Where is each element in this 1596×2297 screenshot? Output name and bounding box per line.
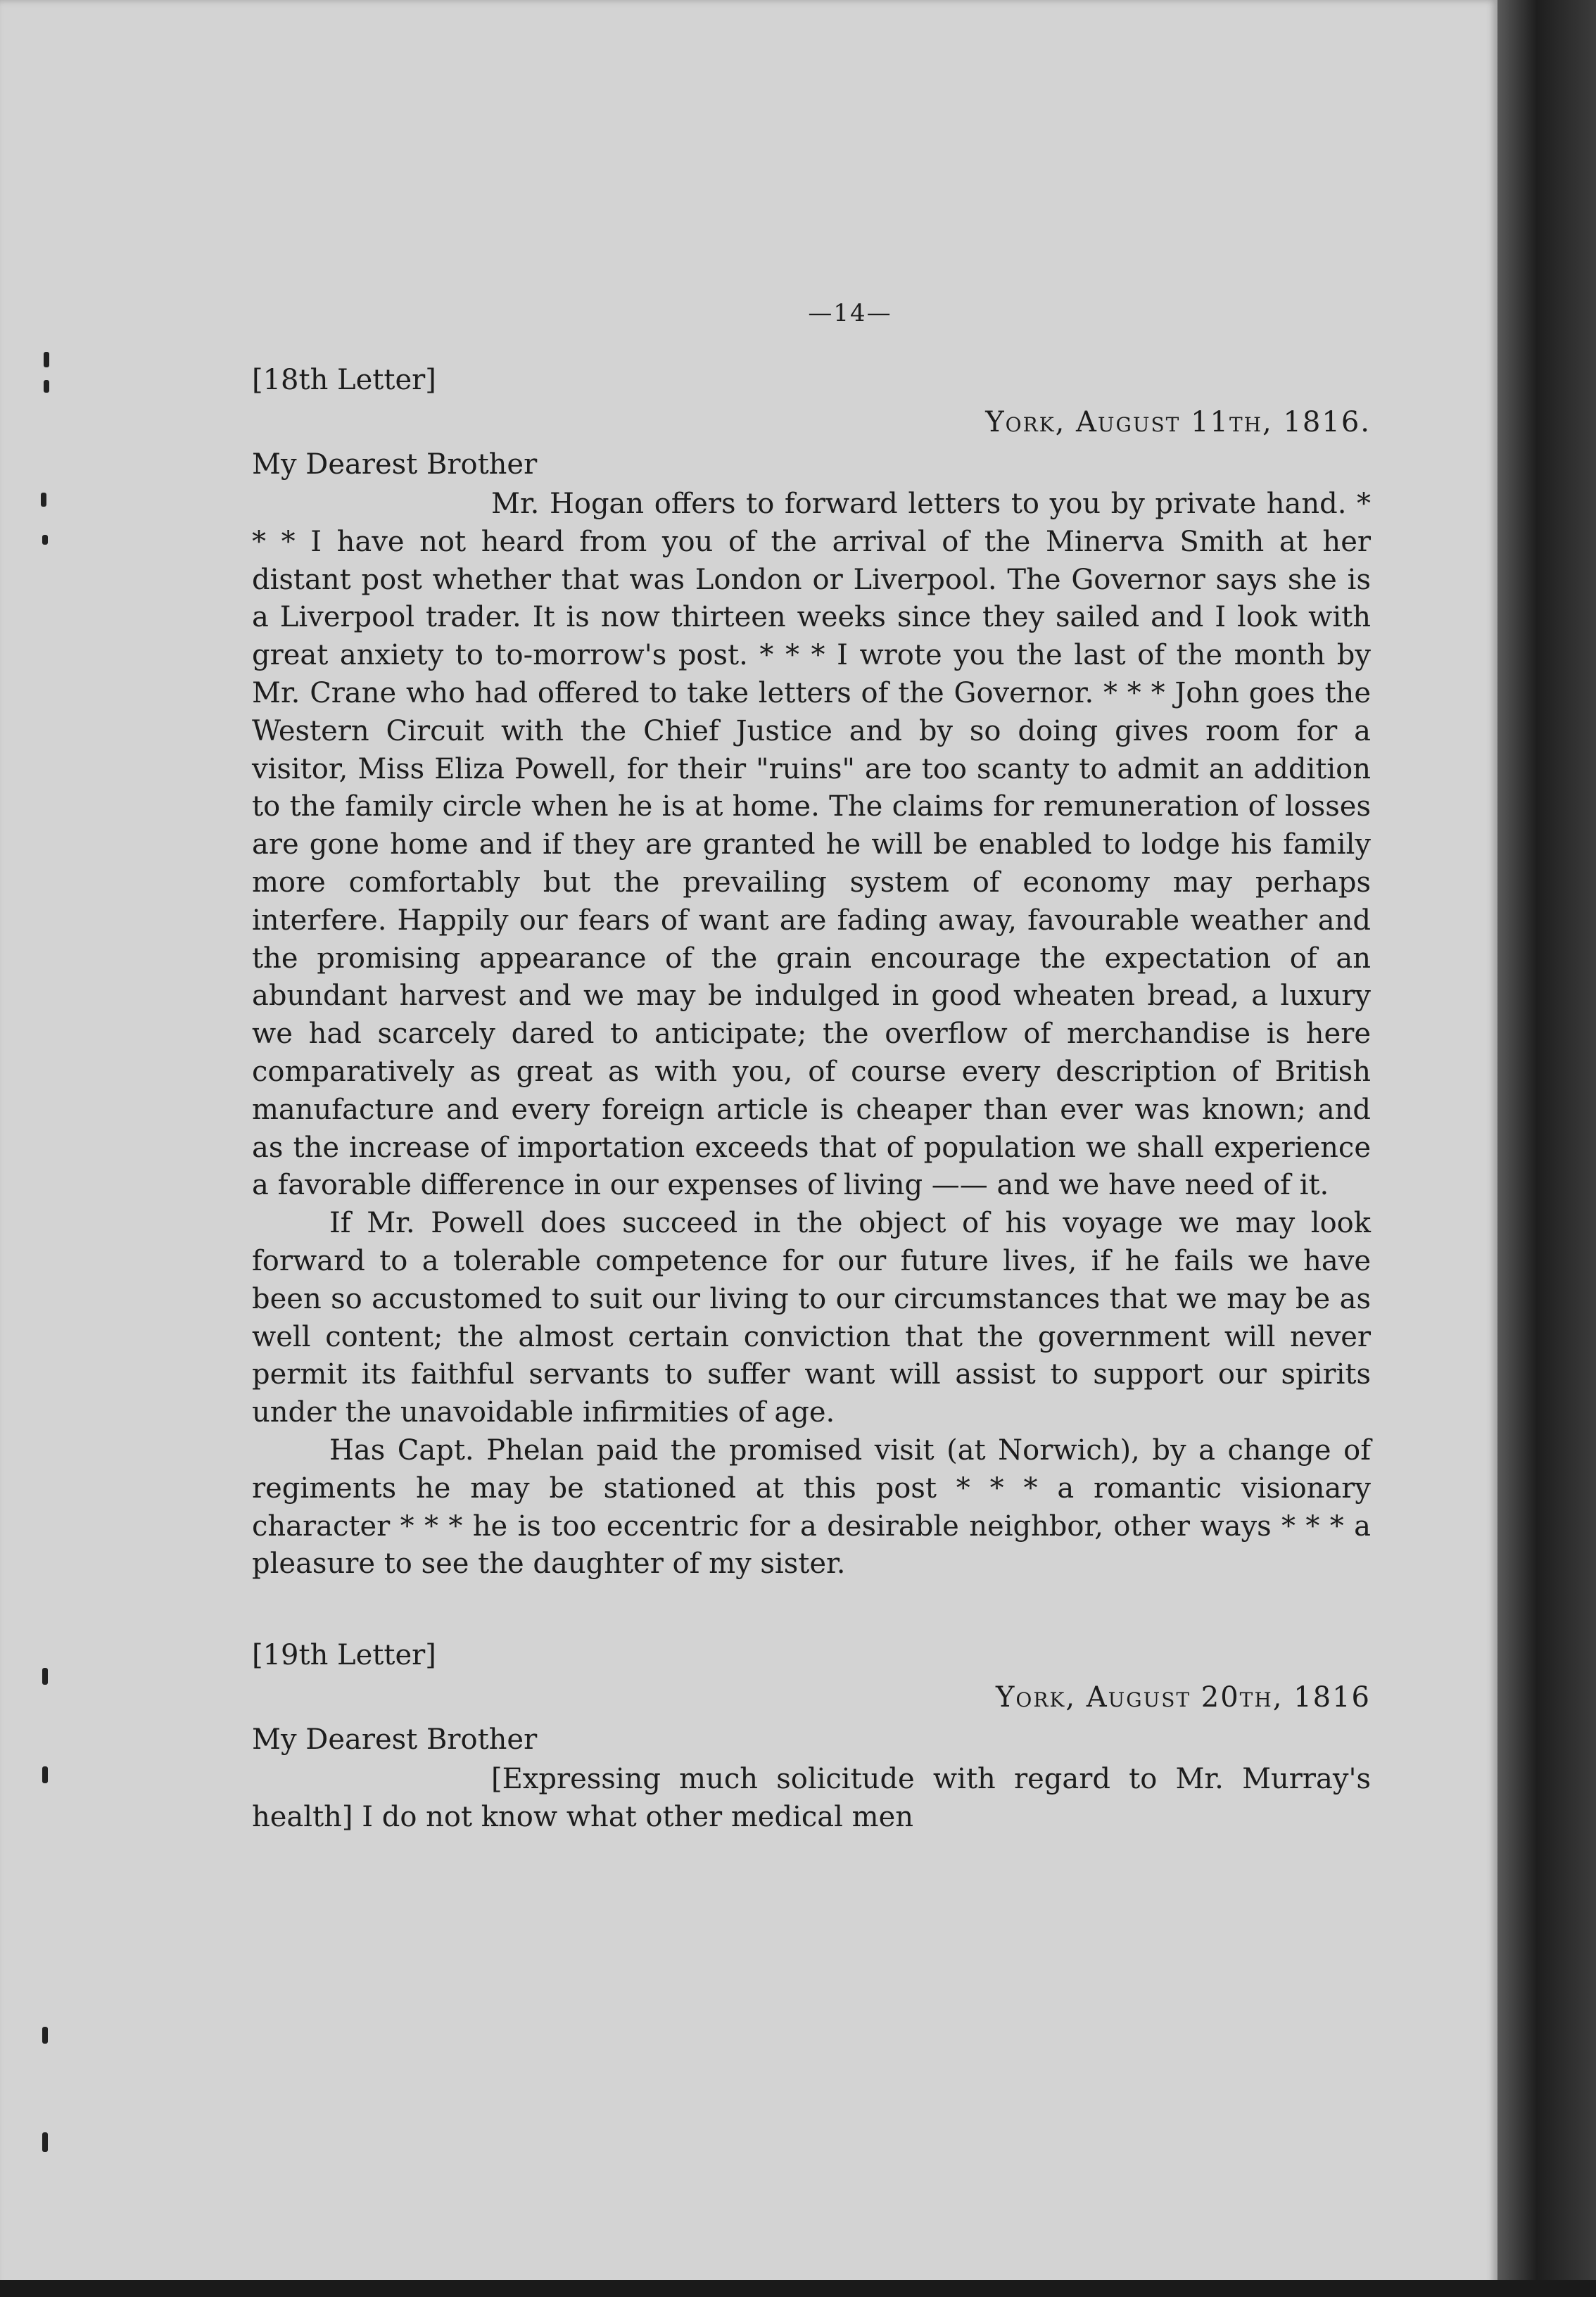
scan-edge (0, 2280, 1596, 2297)
letter-paragraph: [Expressing much solicitude with regard to Mr. Murray's health] I do not know what other medical men (252, 1763, 1371, 1833)
page-number: —14— (808, 299, 892, 327)
letter-salutation: My Dearest Brother (252, 448, 538, 481)
scan-speck (41, 493, 46, 507)
scan-speck (42, 2027, 48, 2044)
scan-speck (44, 380, 49, 393)
letter-paragraph: Has Capt. Phelan paid the promised visit (at Norwich), by a change of regiments he may be stationed at this post * * * a romantic visionary character * * * he is too eccentric for a desirable neighbor, other ways * * * a pleasure to see the daughter of my sister. (252, 1434, 1371, 1581)
scan-speck (42, 535, 48, 545)
scan-speck (44, 352, 49, 367)
letter-paragraph: If Mr. Powell does succeed in the object of his voyage we may look forward to a tolerable competence for our future lives, if he fails we have been so accustomed to suit our living to our circumstances that we may be as well content; the almost certain conviction that the government will never permit its faithful servants to suffer want will assist to support our spirits under the unavoidable infirmities of age. (252, 1207, 1371, 1429)
letter-separator (252, 1583, 1371, 1634)
letter-19 (252, 1634, 1371, 1837)
letter-dateline: York, August 11th, 1816. (985, 406, 1371, 438)
scan-speck (42, 1668, 48, 1685)
page-text (252, 281, 1371, 1837)
scan-speck (42, 1766, 48, 1783)
letter-salutation: My Dearest Brother (252, 1723, 538, 1757)
book-spine (1497, 0, 1596, 2297)
letter-heading: [18th Letter] (252, 364, 436, 396)
scan-speck (42, 2132, 48, 2152)
letter-heading: [19th Letter] (252, 1639, 436, 1672)
letter-dateline: York, August 20th, 1816 (995, 1681, 1371, 1714)
letter-18 (252, 359, 1371, 1583)
letter-paragraph: Mr. Hogan offers to forward letters to you by private hand. * * * I have not heard from you of the arrival of the Minerva Smith at her distant post whether that was London or Liverpool. The Governor says she is a Liverpool trader. It is now thirteen weeks since they sailed and I look with great anxiety to to-morrow's post. * * * I wrote you the last of the month by Mr. Crane who had offered to take letters of the Governor. * * * John goes the Western Circuit with the Chief Justice and by so doing gives room for a visitor, Miss Eliza Powell, for their "ruins" are too scanty to admit an addition to the family circle when he is at home. The claims for remuneration of losses are gone home and if they are granted he will be enabled to lodge his family more comfortably but the prevailing system of economy may perhaps interfere. Happily our fears of want are fading away, favourable weather and the promising appearance of the grain encourage the expectation of an abundant harvest and we may be indulged in good wheaten bread, a luxury we had scarcely dared to anticipate; the overflow of merchandise is here comparatively as great as with you, of course every description of British manufacture and every foreign article is cheaper than ever was known; and as the increase of importation exceeds that of population we shall experience a favorable difference in our expenses of living —— and we have need of it. (252, 488, 1371, 1202)
